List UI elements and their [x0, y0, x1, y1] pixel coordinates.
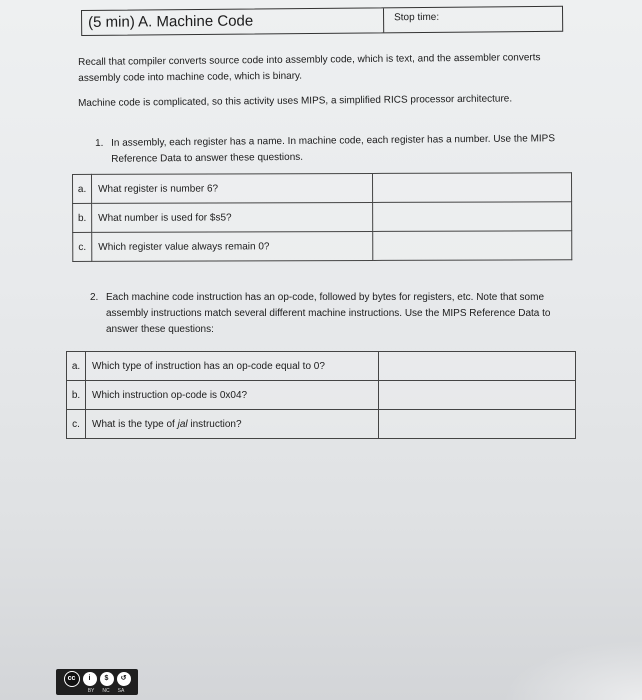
cc-icon: cc [64, 671, 80, 687]
question-1-number: 1. [95, 137, 104, 149]
license-nc-label: NC [102, 687, 110, 694]
row-question: What register is number 6? [92, 173, 373, 203]
noncommercial-icon: $ [100, 672, 114, 686]
table-row [67, 410, 576, 439]
title-box [81, 6, 563, 36]
table-row [73, 173, 572, 204]
license-by-label: BY [87, 687, 95, 694]
answer-cell[interactable] [373, 202, 572, 232]
table-row [67, 352, 576, 381]
question-1 [95, 131, 560, 168]
answer-cell[interactable] [372, 173, 571, 203]
row-label: b. [67, 381, 86, 410]
question-2 [90, 290, 575, 338]
question-1-text: In assembly, each register has a name. In machine code, each register has a number. Use the MIPS Reference Data to answer these questions. [111, 133, 556, 165]
question-suffix: instruction? [187, 418, 242, 430]
row-label: c. [67, 410, 86, 439]
instruction-name: jal [177, 418, 188, 430]
row-label: a. [73, 174, 92, 203]
attribution-icon: i [83, 672, 97, 686]
license-sa-label: SA [117, 687, 125, 694]
row-question: What number is used for $s5? [92, 202, 373, 232]
question-2-text: Each machine code instruction has an op-code, followed by bytes for registers, etc. Note that some assembly instructions match several different machine instructions. Use the MIPS Reference Data to answer these questions: [106, 292, 551, 335]
answer-cell[interactable] [379, 352, 576, 381]
row-label: c. [73, 232, 92, 261]
row-question: Which register value always remain 0? [92, 231, 373, 261]
table-row [73, 231, 572, 262]
intro-paragraph-compiler: Recall that compiler converts source code into assembly code, which is text, and the assembler converts assembly code into machine code, which is binary. [78, 52, 541, 84]
row-label: b. [73, 203, 92, 232]
row-question: Which instruction op-code is 0x04? [86, 381, 379, 410]
answer-cell[interactable] [379, 381, 576, 410]
question-2-number: 2. [90, 292, 99, 303]
table-row [67, 381, 576, 410]
stop-time-field[interactable]: Stop time: [394, 11, 440, 24]
question-2-table [66, 351, 576, 439]
sharealike-icon: ↺ [117, 672, 131, 686]
question-prefix: What is the type of [92, 418, 178, 430]
photo-glare [502, 640, 642, 700]
page-title: (5 min) A. Machine Code [82, 8, 384, 35]
question-1-table [72, 172, 572, 262]
intro-paragraph-mips: Machine code is complicated, so this activity uses MIPS, a simplified RICS processor architecture. [78, 93, 513, 109]
table-row [73, 202, 572, 233]
row-label: a. [67, 352, 86, 381]
creative-commons-license-badge [56, 669, 138, 695]
row-question [86, 410, 379, 439]
answer-cell[interactable] [379, 410, 576, 439]
row-question: Which type of instruction has an op-code equal to 0? [86, 352, 379, 381]
answer-cell[interactable] [373, 231, 572, 261]
